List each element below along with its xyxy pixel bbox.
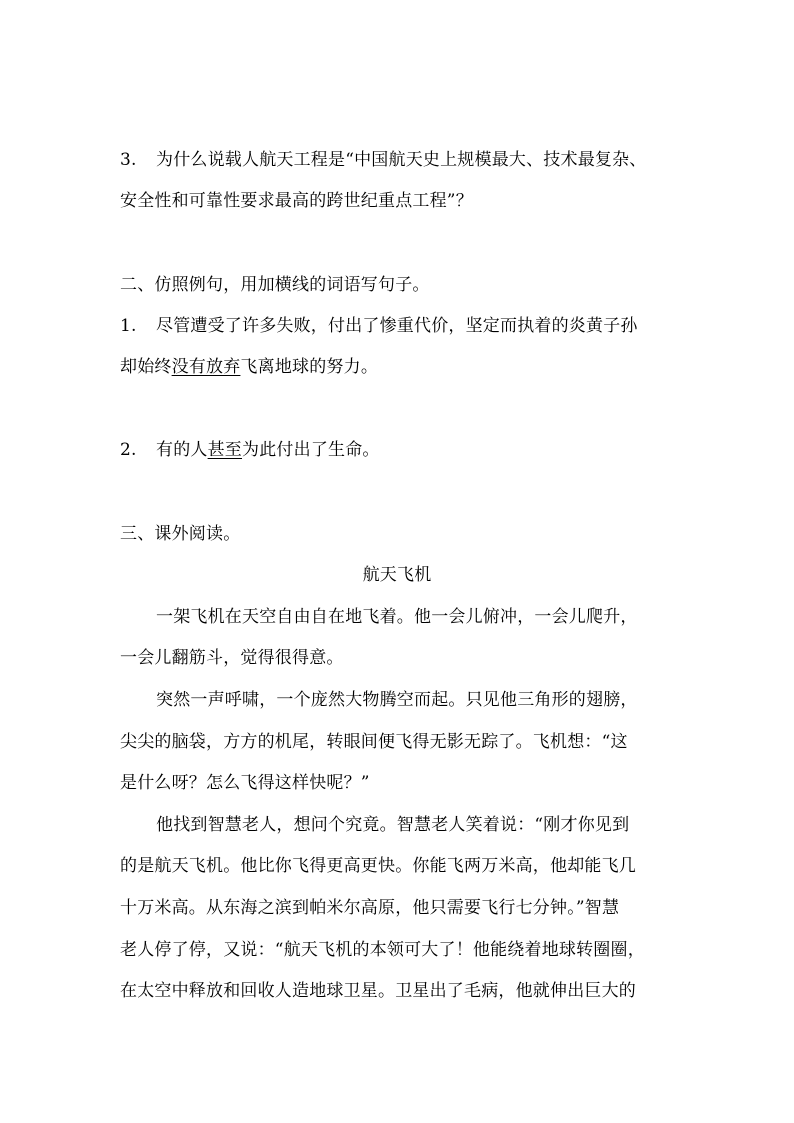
passage-line-3: 突然一声呼啸，一个庞然大物腾空而起。只见他三角形的翅膀， [156,690,638,710]
section-2-heading: 二、仿照例句，用加横线的词语写句子。 [120,275,430,295]
section-3-heading: 三、课外阅读。 [120,524,241,544]
section-2-item-1-line-2 [120,354,680,380]
section-2-item-2 [120,437,680,463]
passage-line-1: 一架飞机在天空自由自在地飞着。他一会儿俯冲，一会儿爬升， [156,607,638,627]
section-2-item-2-post: 为此付出了生命。 [242,440,380,460]
question-3-number: 3. [120,150,137,170]
section-2-item-2-underlined: 甚至 [207,440,243,460]
passage-line-2: 一会儿翻筋斗，觉得很得意。 [120,648,344,668]
passage-title: 航天飞机 [362,565,432,585]
question-3-line-1 [120,147,680,173]
section-2-item-1-number: 1. [120,316,137,336]
section-2-item-1-line-1 [120,313,680,339]
passage-line-10: 在太空中释放和回收人造地球卫星。卫星出了毛病，他就伸出巨大的 [120,981,636,1001]
section-2-item-1-text-1: 尽管遭受了许多失败，付出了惨重代价，坚定而执着的炎黄子孙 [156,316,638,336]
passage-line-7: 的是航天飞机。他比你飞得更高更快。你能飞两万米高，他却能飞几 [120,856,636,876]
passage-line-8: 十万米高。从东海之滨到帕米尔高原，他只需要飞行七分钟。”智慧 [120,898,620,918]
section-2-item-1-underlined: 没有放弃 [171,357,241,377]
section-2-item-2-pre: 有的人 [156,440,208,460]
passage-line-9: 老人停了停，又说：“航天飞机的本领可大了！他能绕着地球转圈圈， [120,940,645,960]
question-3-line-2: 安全性和可靠性要求最高的跨世纪重点工程”？ [120,191,473,211]
passage-line-5: 是什么呀？怎么飞得这样快呢？” [120,773,370,793]
section-2-item-1-pre: 却始终 [120,357,172,377]
section-2-item-2-number: 2. [120,440,137,460]
question-3-text-1: 为什么说载人航天工程是“中国航天史上规模最大、技术最复杂、 [156,150,647,170]
passage-line-4: 尖尖的脑袋，方方的机尾，转眼间便飞得无影无踪了。飞机想：“这 [120,732,628,752]
section-2-item-1-post: 飞离地球的努力。 [240,357,379,377]
passage-line-6: 他找到智慧老人，想问个究竟。智慧老人笑着说：“刚才你见到 [156,815,630,835]
